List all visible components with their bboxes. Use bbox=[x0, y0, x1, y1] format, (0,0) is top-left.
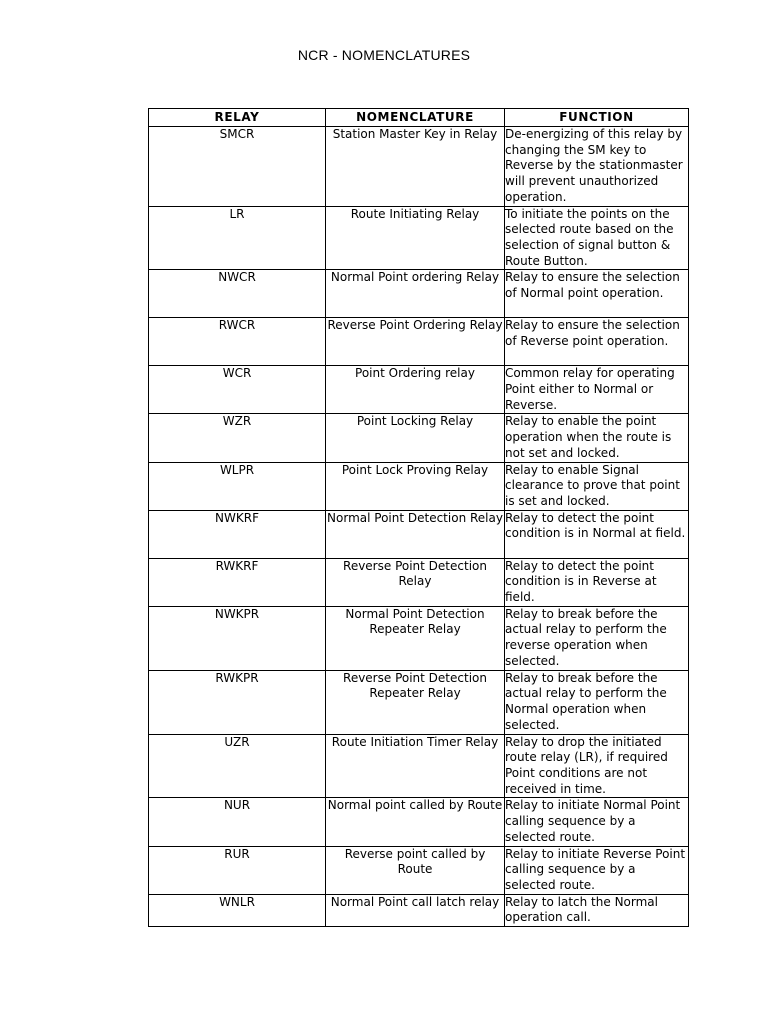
function-cell: Relay to latch the Normal operation call. bbox=[505, 894, 689, 926]
nomenclature-cell: Normal point called by Route bbox=[326, 798, 505, 846]
page-title: NCR - NOMENCLATURES bbox=[297, 47, 471, 63]
function-cell: Common relay for operating Point either to Normal or Reverse. bbox=[505, 366, 689, 414]
nomenclature-cell: Reverse point called by Route bbox=[326, 846, 505, 894]
function-cell: To initiate the points on the selected route based on the selection of signal button & Route Button. bbox=[505, 206, 689, 270]
table-row bbox=[149, 558, 689, 606]
relay-cell: WZR bbox=[149, 414, 326, 462]
table-row bbox=[149, 127, 689, 207]
function-cell: Relay to enable the point operation when the route is not set and locked. bbox=[505, 414, 689, 462]
relay-cell: SMCR bbox=[149, 127, 326, 207]
relay-cell: UZR bbox=[149, 734, 326, 798]
function-cell: Relay to detect the point condition is in Normal at field. bbox=[505, 510, 689, 558]
table-row bbox=[149, 270, 689, 318]
relay-cell: WNLR bbox=[149, 894, 326, 926]
nomenclature-cell: Normal Point ordering Relay bbox=[326, 270, 505, 318]
relay-cell: NWKPR bbox=[149, 606, 326, 670]
table-row bbox=[149, 734, 689, 798]
function-cell: Relay to drop the initiated route relay (LR), if required Point conditions are not received in time. bbox=[505, 734, 689, 798]
table-header bbox=[149, 109, 689, 127]
relay-cell: NWCR bbox=[149, 270, 326, 318]
table-row bbox=[149, 414, 689, 462]
function-cell: Relay to initiate Reverse Point calling sequence by a selected route. bbox=[505, 846, 689, 894]
table-row bbox=[149, 798, 689, 846]
relay-cell: WLPR bbox=[149, 462, 326, 510]
function-cell: De-energizing of this relay by changing the SM key to Reverse by the stationmaster will prevent unauthorized operation. bbox=[505, 127, 689, 207]
nomenclature-cell: Point Lock Proving Relay bbox=[326, 462, 505, 510]
relay-cell: RWKPR bbox=[149, 670, 326, 734]
table-row bbox=[149, 670, 689, 734]
column-header-nomenclature: NOMENCLATURE bbox=[326, 109, 505, 127]
nomenclature-cell: Station Master Key in Relay bbox=[326, 127, 505, 207]
relay-cell: RWKRF bbox=[149, 558, 326, 606]
nomenclature-cell: Normal Point call latch relay bbox=[326, 894, 505, 926]
relay-cell: RWCR bbox=[149, 318, 326, 366]
relay-cell: NUR bbox=[149, 798, 326, 846]
nomenclature-cell: Normal Point Detection Relay bbox=[326, 510, 505, 558]
nomenclature-table bbox=[148, 108, 689, 927]
function-cell: Relay to detect the point condition is in Reverse at field. bbox=[505, 558, 689, 606]
table-row bbox=[149, 206, 689, 270]
table-row bbox=[149, 894, 689, 926]
function-cell: Relay to break before the actual relay to perform the Normal operation when selected. bbox=[505, 670, 689, 734]
function-cell: Relay to initiate Normal Point calling sequence by a selected route. bbox=[505, 798, 689, 846]
nomenclature-cell: Normal Point Detection Repeater Relay bbox=[326, 606, 505, 670]
function-cell: Relay to ensure the selection of Normal point operation. bbox=[505, 270, 689, 318]
table-row bbox=[149, 846, 689, 894]
nomenclature-cell: Reverse Point Detection Repeater Relay bbox=[326, 670, 505, 734]
header-row bbox=[149, 109, 689, 127]
relay-cell: WCR bbox=[149, 366, 326, 414]
table-row bbox=[149, 510, 689, 558]
column-header-function: FUNCTION bbox=[505, 109, 689, 127]
table-row bbox=[149, 606, 689, 670]
function-cell: Relay to enable Signal clearance to prove that point is set and locked. bbox=[505, 462, 689, 510]
relay-cell: RUR bbox=[149, 846, 326, 894]
table-body bbox=[149, 127, 689, 927]
function-cell: Relay to ensure the selection of Reverse point operation. bbox=[505, 318, 689, 366]
table-row bbox=[149, 366, 689, 414]
relay-cell: LR bbox=[149, 206, 326, 270]
column-header-relay: RELAY bbox=[149, 109, 326, 127]
nomenclature-cell: Point Ordering relay bbox=[326, 366, 505, 414]
table-row bbox=[149, 462, 689, 510]
nomenclature-cell: Route Initiating Relay bbox=[326, 206, 505, 270]
table-row bbox=[149, 318, 689, 366]
nomenclature-cell: Route Initiation Timer Relay bbox=[326, 734, 505, 798]
nomenclature-cell: Reverse Point Ordering Relay bbox=[326, 318, 505, 366]
nomenclature-cell: Reverse Point Detection Relay bbox=[326, 558, 505, 606]
function-cell: Relay to break before the actual relay to perform the reverse operation when selected. bbox=[505, 606, 689, 670]
relay-cell: NWKRF bbox=[149, 510, 326, 558]
nomenclature-cell: Point Locking Relay bbox=[326, 414, 505, 462]
